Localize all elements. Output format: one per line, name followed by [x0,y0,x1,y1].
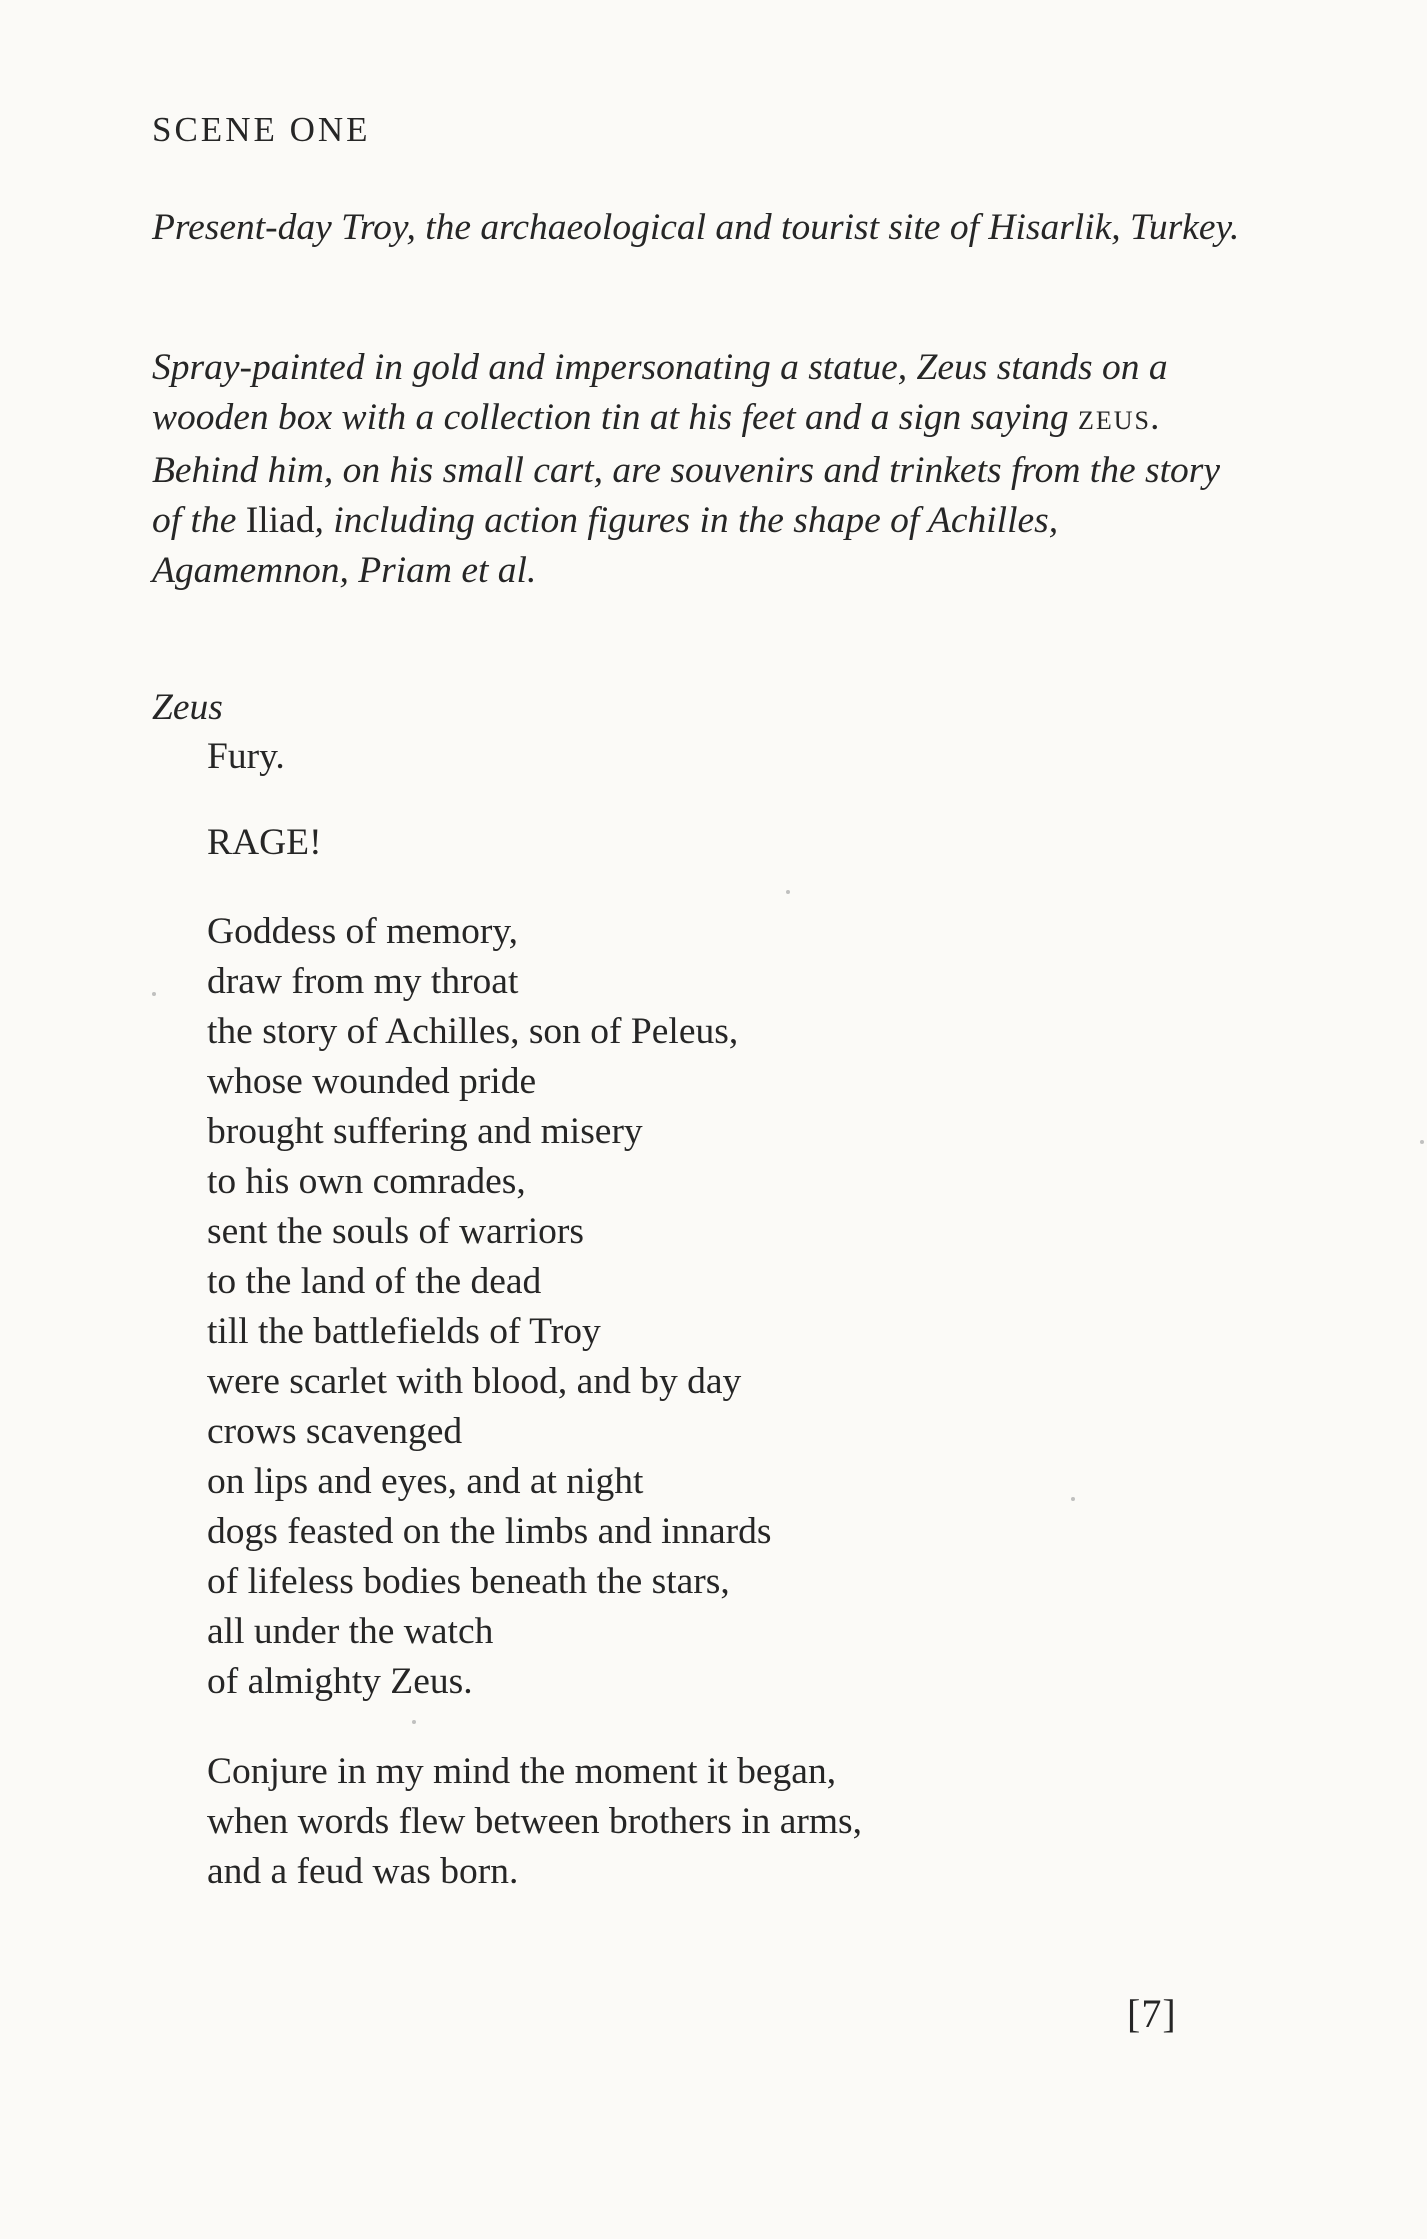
verse-stanza [207,1747,1207,1897]
verse-line: whose wounded pride [207,1061,537,1102]
verse-line: of lifeless bodies beneath the stars, [207,1561,730,1602]
verse-stanza [207,907,1207,1707]
stage-desc-part1: Spray-painted in gold and impersonating a statue, Zeus stands on a wooden box with a collection tin at his feet and a sign saying [152,347,1168,438]
verse-line: Fury. [207,736,285,777]
scan-speck [786,890,790,894]
stage-direction-setting: Present-day Troy, the archaeological and tourist site of Hisarlik, Turkey. [152,207,1240,248]
verse-stanza [207,818,1207,868]
stage-direction-description [152,343,1252,596]
iliad-title: Iliad [245,500,315,541]
stage-desc-part2: . Behind him, on his small cart, are souvenirs and trinkets from the story of the [152,397,1220,541]
scan-speck [412,1720,416,1724]
speaker-name: Zeus [152,687,223,728]
verse-line: of almighty Zeus. [207,1661,473,1702]
verse-line: were scarlet with blood, and by day [207,1361,742,1402]
verse-line: draw from my throat [207,961,519,1002]
sign-text: ZEUS [1077,406,1151,435]
verse-line: all under the watch [207,1611,494,1652]
scan-speck [1071,1497,1075,1501]
verse-line: till the battlefields of Troy [207,1311,601,1352]
verse-line: RAGE! [207,822,322,863]
verse-line: to the land of the dead [207,1261,542,1302]
verse-line: crows scavenged [207,1411,463,1452]
scene-heading: SCENE ONE [152,110,371,149]
scan-speck [152,992,156,996]
verse-line: brought suffering and misery [207,1111,643,1152]
verse-line: on lips and eyes, and at night [207,1461,644,1502]
stage-desc-part3: , including action figures in the shape of Achilles, Agamemnon, Priam et al. [152,500,1059,591]
verse-line: to his own comrades, [207,1161,526,1202]
scan-speck [1420,1140,1424,1144]
verse-stanza [207,732,1207,782]
verse-line: sent the souls of warriors [207,1211,585,1252]
verse-line: Goddess of memory, [207,911,519,952]
verse-line: when words flew between brothers in arms, [207,1801,863,1842]
book-page [152,0,1302,2239]
verse-line: Conjure in my mind the moment it began, [207,1751,837,1792]
verse-line: and a feud was born. [207,1851,519,1892]
verse-line: the story of Achilles, son of Peleus, [207,1011,739,1052]
verse-line: dogs feasted on the limbs and innards [207,1511,772,1552]
page-number: [7] [1127,1991,1177,2036]
